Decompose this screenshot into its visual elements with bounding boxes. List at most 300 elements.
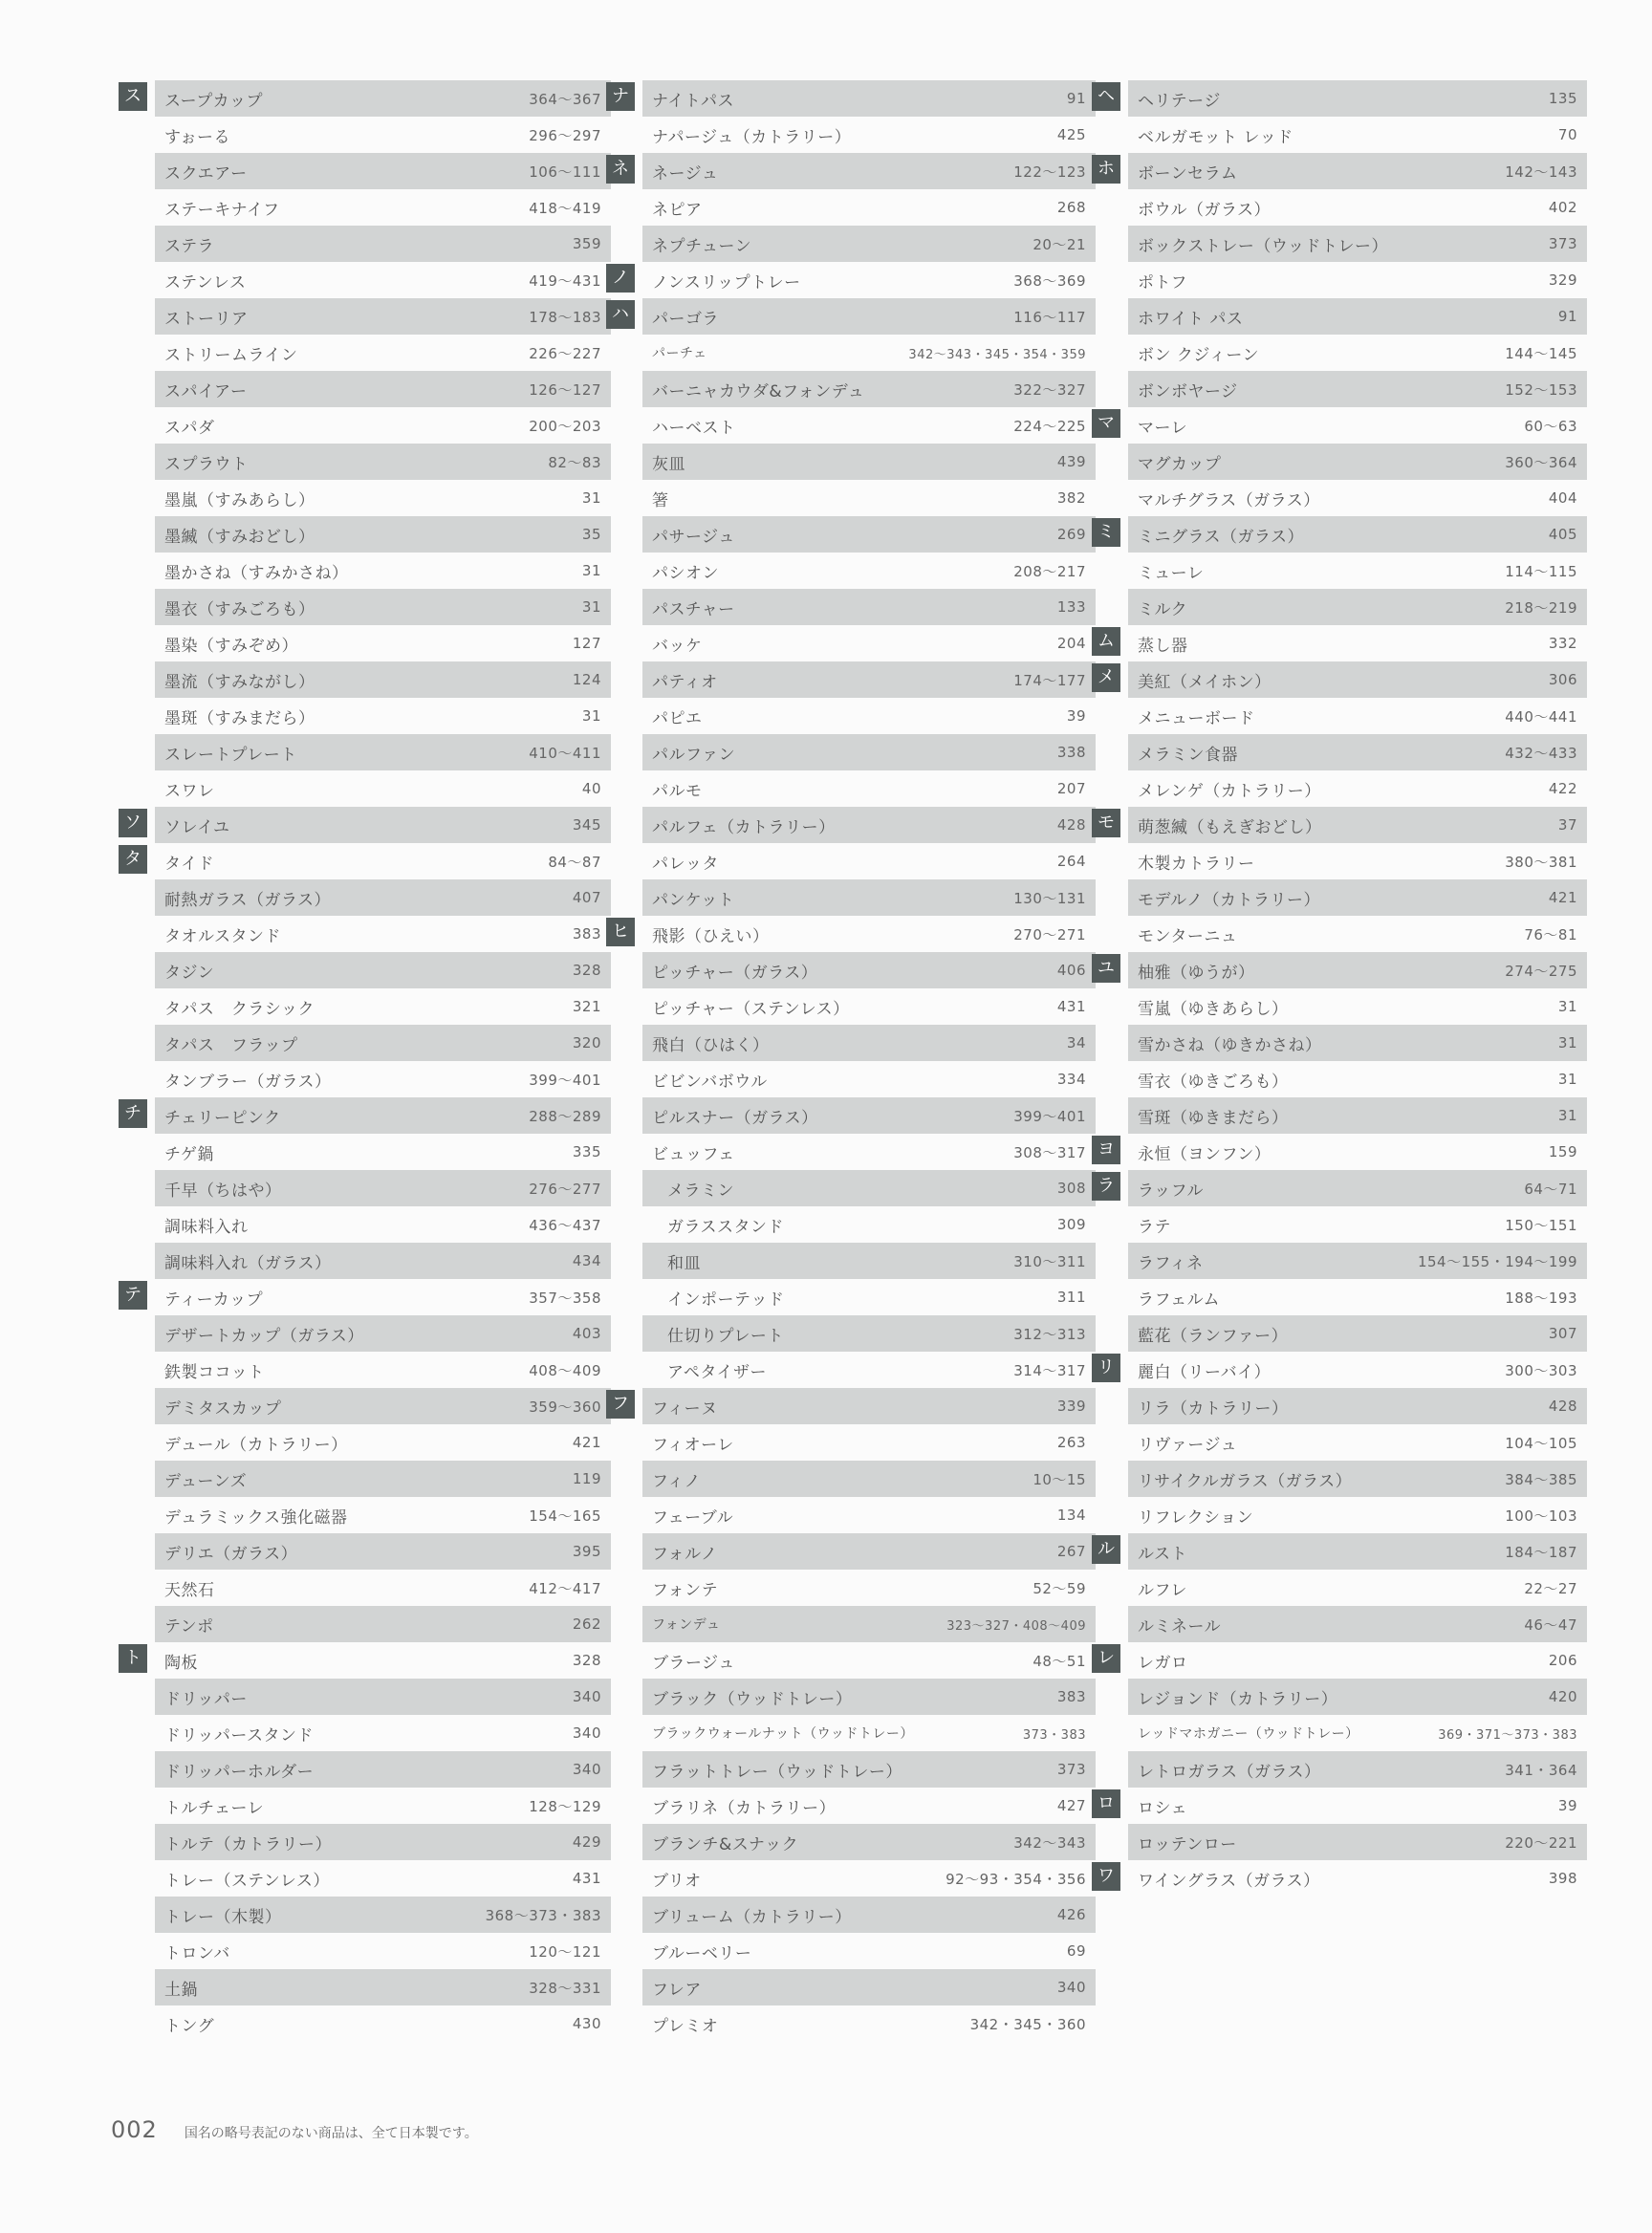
- index-entry: [1128, 1824, 1587, 1860]
- entry-pages: 92～93・354・356: [946, 1870, 1086, 1888]
- index-section: [1098, 807, 1587, 952]
- page-number: 002: [111, 2116, 158, 2143]
- index-entry: [642, 1134, 1096, 1170]
- entry-pages: 439: [1056, 453, 1086, 470]
- entry-name: ルフレ: [1138, 1580, 1187, 1600]
- entry-pages: 122～123: [1013, 163, 1086, 181]
- entry-name: ミューレ: [1138, 563, 1205, 583]
- entry-pages: 208～217: [1013, 562, 1086, 580]
- entry-pages: 404: [1548, 489, 1577, 507]
- index-entry: [642, 298, 1096, 335]
- entry-name: トング: [164, 2016, 215, 2036]
- index-entry: [1128, 1751, 1587, 1788]
- section-letter: ル: [1092, 1535, 1120, 1564]
- index-entry: [155, 1424, 611, 1461]
- entry-pages: 359: [572, 235, 601, 252]
- entry-pages: 114～115: [1505, 562, 1577, 580]
- entry-name: パーゴラ: [652, 309, 719, 329]
- entry-name: 陶板: [164, 1653, 198, 1673]
- entry-name: 雪斑（ゆきまだら）: [1138, 1108, 1289, 1128]
- index-entry: [642, 262, 1096, 298]
- index-entry: [155, 807, 611, 843]
- entry-name: アペタイザー: [667, 1362, 767, 1382]
- index-entry: [642, 1570, 1096, 1606]
- index-entry: [1128, 1570, 1587, 1606]
- entry-pages: 328: [572, 962, 601, 979]
- index-entry: [1128, 807, 1587, 843]
- entry-pages: 357～358: [529, 1289, 601, 1307]
- entry-name: フィノ: [652, 1471, 702, 1491]
- entry-name: ブルーベリー: [652, 1943, 752, 1963]
- index-entry: [155, 262, 611, 298]
- entry-name: ボーンセラム: [1138, 163, 1238, 184]
- entry-pages: 48～51: [1032, 1652, 1086, 1670]
- entry-name: レッドマホガニー（ウッドトレー）: [1138, 1726, 1359, 1742]
- index-entry: [1128, 698, 1587, 734]
- entry-name: ハーベスト: [652, 418, 736, 438]
- index-section: [124, 80, 611, 807]
- index-entry: [155, 1061, 611, 1097]
- entry-name: ワイングラス（ガラス）: [1138, 1871, 1320, 1891]
- entry-name: 墨流（すみながし）: [164, 672, 315, 692]
- entry-name: ミニグラス（ガラス）: [1138, 527, 1304, 547]
- entry-name: 千早（ちはや）: [164, 1181, 282, 1201]
- section-letter: ロ: [1092, 1789, 1120, 1818]
- entry-name: ブラージュ: [652, 1653, 735, 1673]
- entry-name: パシオン: [652, 563, 719, 583]
- entry-name: マーレ: [1138, 418, 1188, 438]
- entry-pages: 373: [1056, 1761, 1086, 1778]
- index-entry: [1128, 770, 1587, 807]
- entry-pages: 224～225: [1013, 417, 1086, 435]
- entry-pages: 69: [1066, 1942, 1086, 1960]
- entry-pages: 422: [1548, 780, 1577, 797]
- section-letter: ノ: [606, 264, 635, 293]
- section-letter: メ: [1092, 663, 1120, 692]
- index-entry: [642, 480, 1096, 516]
- index-entry: [642, 1170, 1096, 1206]
- entry-pages: 399～401: [1013, 1107, 1086, 1125]
- entry-name: ブリオ: [652, 1871, 702, 1891]
- entry-pages: 60～63: [1524, 417, 1577, 435]
- entry-pages: 310～311: [1013, 1252, 1086, 1270]
- entry-name: リヴァージュ: [1138, 1435, 1238, 1455]
- entry-name: 耐熱ガラス（ガラス）: [164, 890, 331, 910]
- entry-pages: 312～313: [1013, 1325, 1086, 1343]
- index-entry: [1128, 589, 1587, 625]
- entry-pages: 124: [572, 671, 601, 688]
- entry-name: パルモ: [652, 781, 703, 801]
- entry-pages: 268: [1056, 199, 1086, 216]
- entry-name: 調味料入れ: [164, 1217, 249, 1237]
- entry-name: スクエアー: [164, 163, 248, 184]
- entry-pages: 340: [1056, 1979, 1086, 1996]
- entry-pages: 142～143: [1505, 163, 1577, 181]
- index-entry: [642, 879, 1096, 916]
- entry-pages: 31: [1557, 1071, 1577, 1088]
- entry-pages: 341・364: [1505, 1761, 1577, 1779]
- entry-name: テンポ: [164, 1616, 214, 1637]
- index-section: [1098, 516, 1587, 625]
- index-entry: [642, 1206, 1096, 1243]
- entry-pages: 405: [1548, 526, 1577, 543]
- index-entry: [642, 916, 1096, 952]
- entry-pages: 82～83: [548, 453, 601, 471]
- index-entry: [642, 1606, 1096, 1642]
- index-section: [612, 916, 1096, 1388]
- index-entry: [1128, 952, 1587, 988]
- entry-pages: 34: [1066, 1034, 1086, 1051]
- index-entry: [155, 553, 611, 589]
- index-section: [124, 843, 611, 1097]
- entry-name: タンブラー（ガラス）: [164, 1072, 332, 1092]
- entry-pages: 154～165: [529, 1507, 601, 1525]
- entry-pages: 434: [572, 1252, 601, 1269]
- footnote: 国名の略号表記のない商品は、全て日本製です。: [184, 2126, 478, 2141]
- entry-pages: 159: [1548, 1143, 1577, 1160]
- entry-name: パレッタ: [652, 854, 719, 874]
- section-letter: ユ: [1092, 954, 1120, 983]
- entry-pages: 395: [572, 1543, 601, 1560]
- index-entry: [1128, 1497, 1587, 1533]
- index-entry: [1128, 1279, 1587, 1315]
- index-entry: [642, 1824, 1096, 1860]
- entry-name: 墨縅（すみおどし）: [164, 527, 315, 547]
- entry-name: パルファン: [652, 745, 736, 765]
- index-entry: [155, 988, 611, 1025]
- entry-pages: 220～221: [1505, 1833, 1577, 1852]
- entry-name: メレンゲ（カトラリー）: [1138, 781, 1321, 801]
- entry-name: 墨衣（すみごろも）: [164, 599, 315, 619]
- entry-pages: 150～151: [1505, 1216, 1577, 1234]
- entry-name: パサージュ: [652, 527, 735, 547]
- entry-pages: 31: [1557, 998, 1577, 1015]
- entry-name: パスチャー: [652, 599, 735, 619]
- index-entry: [1128, 1788, 1587, 1824]
- entry-name: モンターニュ: [1138, 926, 1238, 946]
- index-column-1: [124, 80, 611, 2042]
- index-entry: [155, 1897, 611, 1933]
- entry-name: パピエ: [652, 708, 703, 728]
- entry-pages: 359～360: [529, 1398, 601, 1416]
- entry-pages: 188～193: [1505, 1289, 1577, 1307]
- entry-pages: 340: [572, 1761, 601, 1778]
- entry-pages: 373: [1548, 235, 1577, 252]
- index-section: [1098, 625, 1587, 661]
- index-entry: [155, 1860, 611, 1897]
- entry-pages: 329: [1548, 271, 1577, 289]
- entry-name: ラフィネ: [1138, 1253, 1204, 1273]
- index-entry: [1128, 1424, 1587, 1461]
- index-entry: [155, 1206, 611, 1243]
- index-entry: [155, 1134, 611, 1170]
- entry-name: ルスト: [1138, 1544, 1187, 1564]
- index-section: [124, 807, 611, 843]
- entry-name: ストリームライン: [164, 345, 298, 365]
- entry-name: デューンズ: [164, 1471, 248, 1491]
- entry-pages: 84～87: [548, 853, 601, 871]
- entry-name: 飛白（ひはく）: [652, 1035, 770, 1055]
- index-entry: [155, 916, 611, 952]
- entry-name: タパス クラシック: [164, 999, 315, 1019]
- entry-name: ボンボヤージ: [1138, 381, 1238, 401]
- index-entry: [642, 807, 1096, 843]
- entry-name: ステンレス: [164, 272, 247, 293]
- entry-name: ミルク: [1138, 599, 1188, 619]
- entry-pages: 380～381: [1505, 853, 1577, 871]
- entry-pages: 262: [572, 1615, 601, 1633]
- entry-pages: 308～317: [1013, 1143, 1086, 1161]
- index-section: [1098, 661, 1587, 807]
- index-entry: [155, 1279, 611, 1315]
- entry-name: トルチェーレ: [164, 1798, 265, 1818]
- entry-name: レガロ: [1138, 1653, 1188, 1673]
- entry-name: 和皿: [667, 1253, 701, 1273]
- entry-name: パティオ: [652, 672, 718, 692]
- entry-name: タイド: [164, 854, 215, 874]
- entry-pages: 31: [581, 598, 601, 616]
- section-letter: ヨ: [1092, 1136, 1120, 1164]
- index-entry: [155, 1170, 611, 1206]
- index-entry: [1128, 189, 1587, 226]
- index-entry: [1128, 916, 1587, 952]
- index-entry: [155, 80, 611, 117]
- entry-name: ネピア: [652, 200, 703, 220]
- entry-name: すぉーる: [164, 127, 230, 147]
- entry-name: メラミン: [667, 1181, 734, 1201]
- index-entry: [1128, 226, 1587, 262]
- entry-pages: 430: [572, 2015, 601, 2032]
- index-entry: [155, 843, 611, 879]
- entry-name: ガラススタンド: [667, 1217, 784, 1237]
- entry-pages: 31: [1557, 1107, 1577, 1124]
- index-entry: [1128, 879, 1587, 916]
- index-entry: [155, 698, 611, 734]
- index-entry: [155, 516, 611, 553]
- index-entry: [642, 1097, 1096, 1134]
- entry-pages: 335: [572, 1143, 601, 1160]
- index-entry: [1128, 117, 1587, 153]
- index-entry: [642, 1061, 1096, 1097]
- index-entry: [642, 1642, 1096, 1679]
- index-entry: [1128, 1679, 1587, 1715]
- entry-pages: 332: [1548, 635, 1577, 652]
- entry-pages: 323～327・408～409: [946, 1618, 1086, 1634]
- entry-pages: 276～277: [529, 1180, 601, 1198]
- index-entry: [155, 1388, 611, 1424]
- index-entry: [642, 1933, 1096, 1969]
- entry-pages: 342～343・345・354・359: [908, 347, 1086, 362]
- entry-name: スパイアー: [164, 381, 248, 401]
- entry-pages: 421: [1548, 889, 1577, 906]
- entry-pages: 309: [1056, 1216, 1086, 1233]
- index-section: [124, 1097, 611, 1279]
- section-letter: マ: [1092, 409, 1120, 438]
- index-entry: [155, 1352, 611, 1388]
- entry-name: デュール（カトラリー）: [164, 1435, 348, 1455]
- entry-pages: 421: [572, 1434, 601, 1451]
- entry-pages: 91: [1557, 308, 1577, 325]
- index-section: [1098, 80, 1587, 153]
- entry-name: フィーヌ: [652, 1398, 718, 1419]
- entry-pages: 20～21: [1032, 235, 1086, 253]
- entry-name: 柚雅（ゆうが）: [1138, 963, 1255, 983]
- entry-pages: 419～431: [529, 271, 601, 290]
- entry-pages: 128～129: [529, 1797, 601, 1815]
- index-section: [612, 262, 1096, 298]
- index-entry: [642, 2005, 1096, 2042]
- index-section: [1098, 1352, 1587, 1533]
- entry-pages: 426: [1056, 1906, 1086, 1923]
- entry-name: ナパージュ（カトラリー）: [652, 127, 852, 147]
- index-entry: [1128, 1025, 1587, 1061]
- index-entry: [1128, 1533, 1587, 1570]
- entry-name: 萌葱縅（もえぎおどし）: [1138, 817, 1322, 837]
- entry-pages: 31: [581, 707, 601, 725]
- index-entry: [642, 516, 1096, 553]
- index-entry: [155, 1679, 611, 1715]
- index-entry: [155, 661, 611, 698]
- entry-pages: 10～15: [1032, 1470, 1086, 1488]
- index-entry: [155, 407, 611, 444]
- index-entry: [642, 153, 1096, 189]
- index-entry: [155, 1097, 611, 1134]
- entry-name: ボウル（ガラス）: [1138, 200, 1271, 220]
- index-entry: [1128, 661, 1587, 698]
- index-entry: [155, 952, 611, 988]
- index-entry: [642, 1788, 1096, 1824]
- entry-pages: 369・371～373・383: [1438, 1727, 1577, 1743]
- entry-pages: 119: [572, 1470, 601, 1487]
- entry-name: ロシェ: [1138, 1798, 1188, 1818]
- index-entry: [155, 189, 611, 226]
- entry-pages: 127: [572, 635, 601, 652]
- entry-pages: 91: [1066, 90, 1086, 107]
- index-entry: [642, 589, 1096, 625]
- index-column-3: [1098, 80, 1587, 1897]
- entry-pages: 440～441: [1505, 707, 1577, 726]
- entry-pages: 384～385: [1505, 1470, 1577, 1488]
- entry-pages: 207: [1056, 780, 1086, 797]
- section-letter: ト: [119, 1644, 147, 1673]
- entry-name: メニューボード: [1138, 708, 1255, 728]
- index-entry: [155, 1533, 611, 1570]
- entry-pages: 408～409: [529, 1361, 601, 1379]
- entry-name: ボン クジィーン: [1138, 345, 1260, 365]
- entry-name: トレー（木製）: [164, 1907, 282, 1927]
- index-entry: [155, 444, 611, 480]
- index-entry: [1128, 480, 1587, 516]
- index-section: [1098, 1788, 1587, 1860]
- index-entry: [155, 335, 611, 371]
- index-entry: [642, 952, 1096, 988]
- index-entry: [1128, 153, 1587, 189]
- index-entry: [1128, 1642, 1587, 1679]
- entry-name: 永恒（ヨンフン）: [1138, 1144, 1272, 1164]
- index-entry: [155, 625, 611, 661]
- entry-pages: 432～433: [1505, 744, 1577, 762]
- page-footer: [111, 2116, 478, 2143]
- index-section: [1098, 952, 1587, 1134]
- entry-name: ナイトパス: [652, 91, 734, 111]
- index-entry: [1128, 1860, 1587, 1897]
- entry-pages: 412～417: [529, 1579, 601, 1597]
- entry-pages: 22～27: [1524, 1579, 1577, 1597]
- entry-name: インポーテッド: [667, 1290, 785, 1310]
- index-entry: [642, 625, 1096, 661]
- index-entry: [1128, 1243, 1587, 1279]
- entry-pages: 436～437: [529, 1216, 601, 1234]
- entry-pages: 76～81: [1524, 925, 1577, 943]
- entry-pages: 307: [1548, 1325, 1577, 1342]
- entry-pages: 31: [581, 489, 601, 507]
- index-section: [612, 80, 1096, 153]
- entry-name: デュラミックス強化磁器: [164, 1507, 348, 1528]
- entry-name: タジン: [164, 963, 215, 983]
- entry-pages: 264: [1056, 853, 1086, 870]
- index-entry: [155, 371, 611, 407]
- index-entry: [1128, 843, 1587, 879]
- entry-name: 雪衣（ゆきごろも）: [1138, 1072, 1289, 1092]
- entry-pages: 406: [1056, 962, 1086, 979]
- entry-pages: 178～183: [529, 308, 601, 326]
- entry-name: フォルノ: [652, 1544, 718, 1564]
- index-entry: [155, 2005, 611, 2042]
- entry-pages: 342・345・360: [969, 2015, 1086, 2033]
- index-entry: [1128, 262, 1587, 298]
- entry-pages: 300～303: [1505, 1361, 1577, 1379]
- index-entry: [155, 770, 611, 807]
- index-entry: [1128, 1134, 1587, 1170]
- entry-pages: 274～275: [1505, 962, 1577, 980]
- entry-pages: 431: [572, 1870, 601, 1887]
- index-section: [1098, 1170, 1587, 1352]
- entry-pages: 368～373・383: [485, 1906, 601, 1924]
- entry-name: 麗白（リーバイ）: [1138, 1362, 1272, 1382]
- index-entry: [1128, 1206, 1587, 1243]
- index-entry: [155, 1025, 611, 1061]
- entry-pages: 106～111: [529, 163, 601, 181]
- entry-name: スレートプレート: [164, 745, 297, 765]
- entry-pages: 200～203: [529, 417, 601, 435]
- entry-name: 土鍋: [164, 1980, 198, 2000]
- entry-name: ドリッパースタンド: [164, 1725, 314, 1745]
- entry-pages: 144～145: [1505, 344, 1577, 362]
- index-entry: [642, 988, 1096, 1025]
- index-entry: [1128, 1097, 1587, 1134]
- entry-name: マルチグラス（ガラス）: [1138, 490, 1320, 510]
- index-entry: [155, 1824, 611, 1860]
- section-letter: ワ: [1092, 1862, 1120, 1891]
- index-entry: [155, 1715, 611, 1751]
- index-section: [124, 1279, 611, 1642]
- entry-name: 鉄製ココット: [164, 1362, 265, 1382]
- entry-pages: 116～117: [1013, 308, 1086, 326]
- entry-pages: 35: [581, 526, 601, 543]
- entry-name: レトロガラス（ガラス）: [1138, 1762, 1321, 1782]
- entry-pages: 308: [1056, 1180, 1086, 1197]
- entry-pages: 218～219: [1505, 598, 1577, 617]
- index-entry: [155, 1969, 611, 2005]
- entry-name: ピルスナー（ガラス）: [652, 1108, 818, 1128]
- entry-pages: 154～155・194～199: [1417, 1252, 1577, 1270]
- entry-pages: 383: [572, 925, 601, 943]
- index-entry: [155, 1461, 611, 1497]
- entry-pages: 429: [572, 1833, 601, 1851]
- index-entry: [642, 1969, 1096, 2005]
- index-entry: [642, 1497, 1096, 1533]
- entry-name: ポトフ: [1138, 272, 1187, 293]
